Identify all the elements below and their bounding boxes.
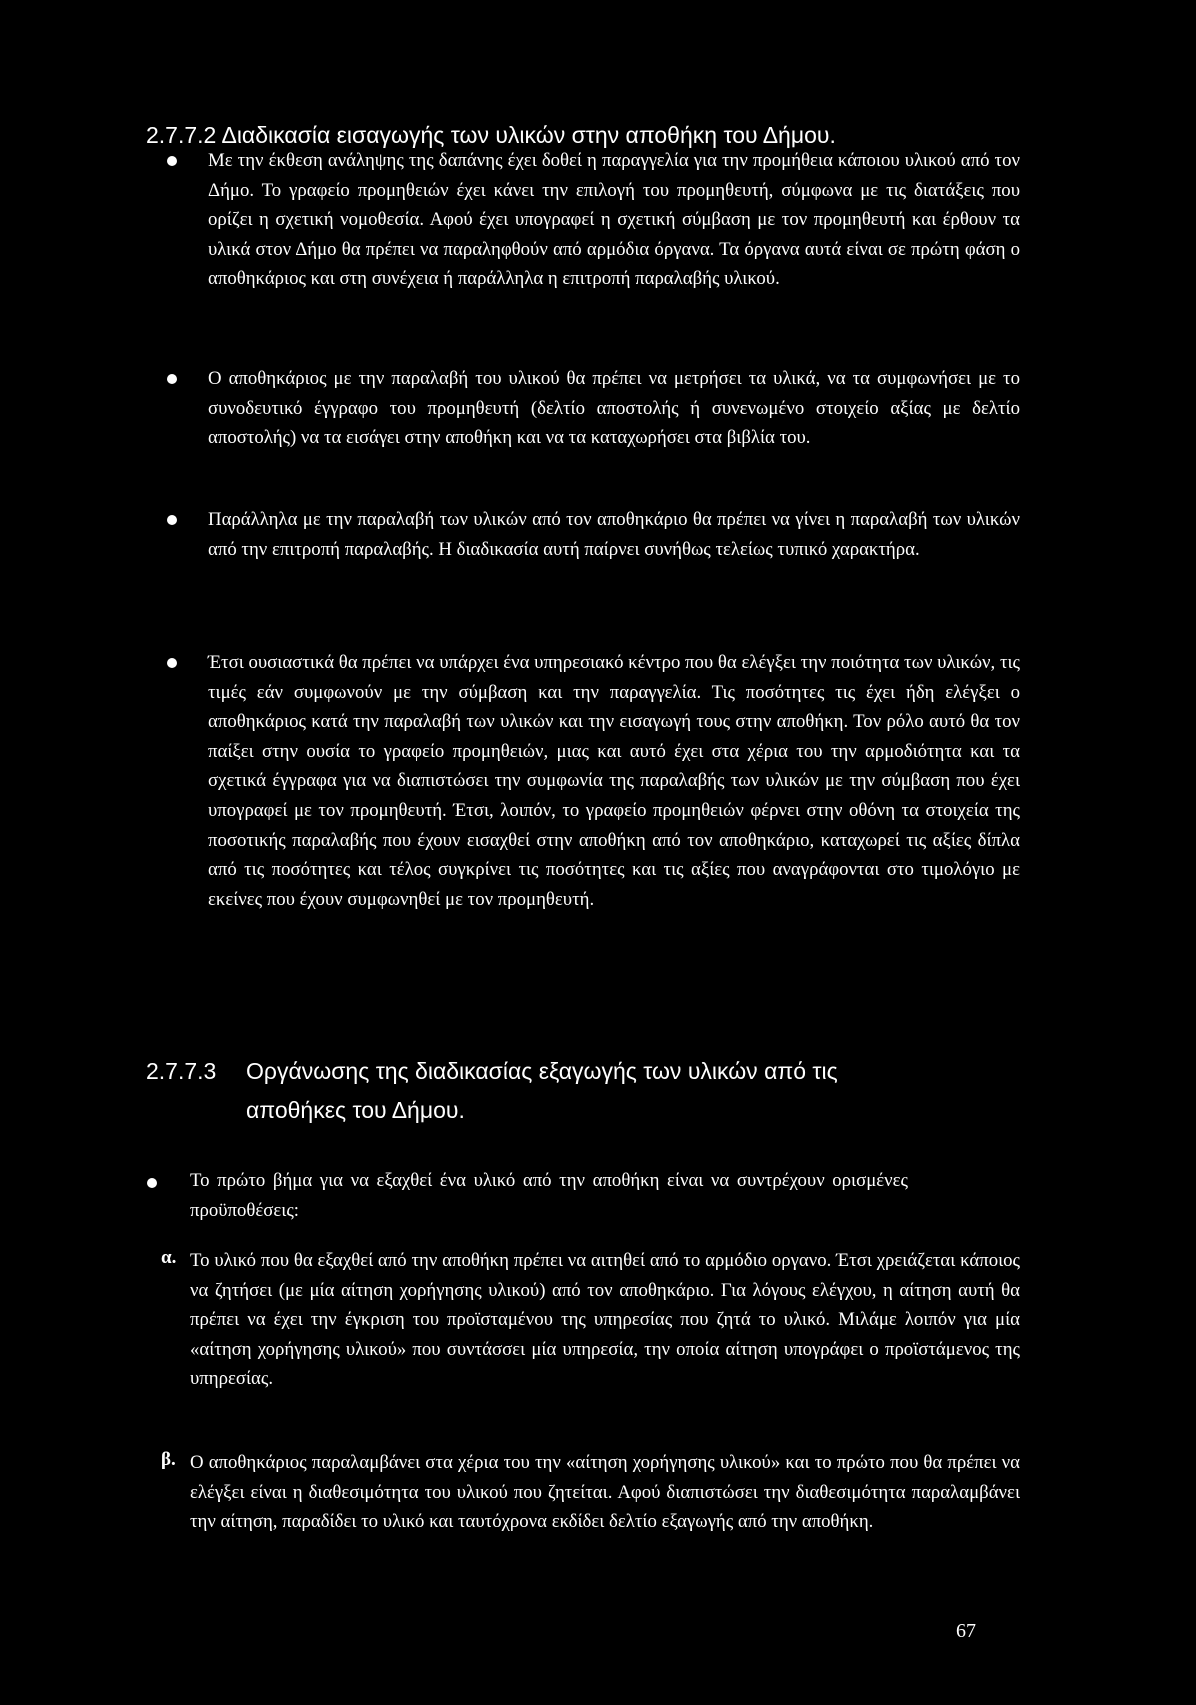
bullet-icon <box>167 374 177 384</box>
paragraph-bullet-1: Με την έκθεση ανάληψης της δαπάνης έχει δοθεί η παραγγελία για την προμήθεια κάποιου υλικού από τον Δήμο. Το γραφείο προμηθειών έχει κάνει την επιλογή του προμηθευτή, σύμφωνα με τις διατάξεις που ορίζει η σχετική νομοθεσία. Αφού έχει υπογραφεί η σχετική σύμβαση με τον προμηθευτή και έρθουν τα υλικά στον Δήμο θα πρέπει να παραληφθούν από αρμόδια όργανα. Τα όργανα αυτά είναι σε πρώτη φάση ο αποθηκάριος και στη συνέχεια ή παράλληλα η επιτροπή παραλαβής υλικού. <box>208 150 1020 290</box>
list-item-beta: Ο αποθηκάριος παραλαμβάνει στα χέρια του την «αίτηση χορήγησης υλικού» και το πρώτο που θα πρέπει να ελέγξει είναι η διαθεσιμότητα του υλικού που ζητείται. Αφού διαπιστώσει την διαθεσιμότητα παραλαμβάνει την αίτηση, παραδίδει το υλικό και ταυτόχρονα εκδίδει δελτίο εξαγωγής από την αποθήκη. <box>190 1452 1020 1533</box>
bullet-icon <box>167 156 177 166</box>
section-heading-line-1: Οργάνωσης της διαδικασίας εξαγωγής των υλικών από τις <box>246 1058 838 1084</box>
bullet-icon <box>167 515 177 525</box>
section-heading-line-2: αποθήκες του Δήμου. <box>246 1097 465 1123</box>
section-heading-2-7-7-3 <box>146 1052 986 1130</box>
section-heading-number: 2.7.7.3 <box>146 1058 217 1084</box>
section-heading-2-7-7-2: 2.7.7.2 Διαδικασία εισαγωγής των υλικών στην αποθήκη του Δήμου. <box>146 122 836 148</box>
list-marker-beta: β. <box>161 1449 176 1470</box>
page-number: 67 <box>956 1620 976 1642</box>
paragraph-bullet-4: Έτσι ουσιαστικά θα πρέπει να υπάρχει ένα υπηρεσιακό κέντρο που θα ελέγξει την ποιότητα των υλικών, τις τιμές εάν συμφωνούν με την σύμβαση και την παραγγελία. Τις ποσότητες τις έχει ήδη ελέγξει ο αποθηκάριος κατά την παραλαβή των υλικών και την εισαγωγή τους στην αποθήκη. Τον ρόλο αυτό θα τον παίξει στην ουσία το γραφείο προμηθειών, μιας και αυτό έχει στα χέρια του την αρμοδιότητα και τα σχετικά έγγραφα για να διαπιστώσει την συμφωνία της παραλαβής των υλικών με την σύμβαση που έχει υπογραφεί με τον προμηθευτή. Έτσι, λοιπόν, το γραφείο προμηθειών φέρνει στην οθόνη τα στοιχεία της ποσοτικής παραλαβής που έχουν εισαχθεί στην αποθήκη από τον αποθηκάριο, καταχωρεί τις αξίες δίπλα από τις ποσότητες και τέλος συγκρίνει τις ποσότητες και τις αξίες που αναγράφονται στο τιμολόγιο με εκείνες που έχουν συμφωνηθεί με τον προμηθευτή. <box>208 652 1020 910</box>
paragraph-bullet-2: Ο αποθηκάριος με την παραλαβή του υλικού θα πρέπει να μετρήσει τα υλικά, να τα συμφωνήσει με το συνοδευτικό έγγραφο του προμηθευτή (δελτίο αποστολής ή συνενωμένο στοιχείο αξίας με δελτίο αποστολής) να τα εισάγει στην αποθήκη και να τα καταχωρήσει στα βιβλία του. <box>208 368 1020 449</box>
list-marker-alpha: α. <box>161 1247 177 1268</box>
paragraph-bullet-5: Το πρώτο βήμα για να εξαχθεί ένα υλικό από την αποθήκη είναι να συντρέχουν ορισμένες προϋποθέσεις: <box>190 1170 908 1221</box>
bullet-icon <box>167 658 177 668</box>
paragraph-bullet-3: Παράλληλα με την παραλαβή των υλικών από τον αποθηκάριο θα πρέπει να γίνει η παραλαβή των υλικών από την επιτροπή παραλαβής. Η διαδικασία αυτή παίρνει συνήθως τελείως τυπικό χαρακτήρα. <box>208 509 1020 560</box>
bullet-icon <box>147 1178 157 1188</box>
list-item-alpha: Το υλικό που θα εξαχθεί από την αποθήκη πρέπει να αιτηθεί από το αρμόδιο οργανο. Έτσι χρειάζεται κάποιος να ζητήσει (με μία αίτηση χορήγησης υλικού) από τον αποθηκάριο. Για λόγους ελέγχου, η αίτηση αυτή θα πρέπει να έχει την έγκριση του προϊσταμένου της υπηρεσίας που ζητά το υλικό. Μιλάμε λοιπόν για μία «αίτηση χορήγησης υλικού» που συντάσσει μία υπηρεσία, την οποία αίτηση υπογράφει ο προϊστάμενος της υπηρεσίας. <box>190 1250 1020 1390</box>
